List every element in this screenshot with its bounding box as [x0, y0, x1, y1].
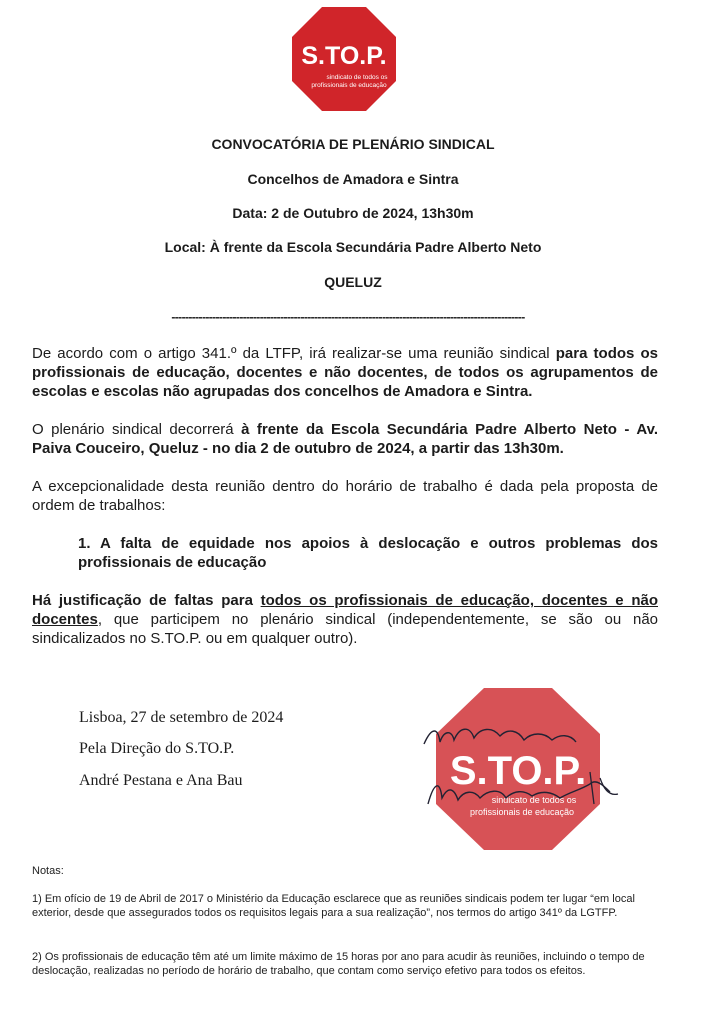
p4-underline: todos os profissionais de educação, docentes e não docentes: [32, 592, 658, 628]
document-title: CONVOCATÓRIA DE PLENÁRIO SINDICAL: [211, 136, 495, 152]
p2-normal: O plenário sindical decorrerá: [32, 421, 242, 438]
paragraph-2: [32, 420, 658, 458]
concelhos-line: Concelhos de Amadora e Sintra: [247, 171, 459, 187]
p1-normal: De acordo com o artigo 341.º da LTFP, irá realizar-se uma reunião sindical: [32, 345, 556, 362]
agenda-item: 1. A falta de equidade nos apoios à deslocação e outros problemas dos profissionais de educação: [78, 535, 658, 571]
location-line: Local: À frente da Escola Secundária Padre Alberto Neto: [164, 239, 542, 255]
notes-heading: Notas:: [32, 865, 64, 877]
paragraph-4: [32, 591, 658, 648]
note-2: 2) Os profissionais de educação têm até um limite máximo de 15 horas por ano para acudir às reuniões, incluindo o tempo de deslocação, realizadas no período de horário de trabalho, que contam como serviço efetivo para todos os efeitos.: [32, 951, 645, 977]
note-1: 1) Em ofício de 19 de Abril de 2017 o Ministério da Educação esclarece que as reuniões sindicais podem ter lugar “em local exterior, desde que assegurados todos os requisitos legais para a sua realização”, nos termos do artigo 341º da LGTFP.: [32, 893, 635, 919]
place-date: Lisboa, 27 de setembro de 2024: [79, 709, 284, 726]
stop-sign-logo-icon: [291, 6, 397, 112]
signatory-names: André Pestana e Ana Bau: [79, 772, 243, 789]
p4-bold: Há justificação de faltas para: [32, 592, 261, 609]
stamp-subtitle-2: profissionais de educação: [469, 807, 575, 817]
p1-bold: para todos os profissionais de educação, docentes e não docentes, de todos os agrupamentos de escolas e escolas não agrupadas dos concelhos de Amadora e Sintra.: [32, 345, 658, 400]
logo-subtitle-2: profissionais de educação: [311, 82, 387, 89]
paragraph-3: A excepcionalidade desta reunião dentro do horário de trabalho é dada pela proposta de ordem de trabalhos:: [32, 478, 658, 514]
date-line: Data: 2 de Outubro de 2024, 13h30m: [232, 205, 474, 221]
stamp-signature-icon: [414, 686, 624, 854]
paragraph-1: [32, 344, 658, 401]
divider-line: --------------------------------------------------------------------------------------------------------: [171, 310, 525, 324]
stamp-subtitle-1: sindicato de todos os: [491, 795, 577, 805]
logo-subtitle-1: sindicato de todos os: [326, 74, 388, 81]
city-line: QUELUZ: [324, 274, 382, 290]
signed-by: Pela Direção do S.TO.P.: [79, 740, 235, 757]
logo-text: S.TO.P.: [301, 42, 387, 70]
p2-bold: à frente da Escola Secundária Padre Alberto Neto - Av. Paiva Couceiro, Queluz - no dia 2 de outubro de 2024, a partir das 13h30m.: [32, 421, 658, 457]
stamp-text: S.TO.P.: [449, 749, 587, 793]
p4-normal: , que participem no plenário sindical (independentemente, se são ou não sindicalizados no S.TO.P. ou em qualquer outro).: [32, 611, 658, 647]
